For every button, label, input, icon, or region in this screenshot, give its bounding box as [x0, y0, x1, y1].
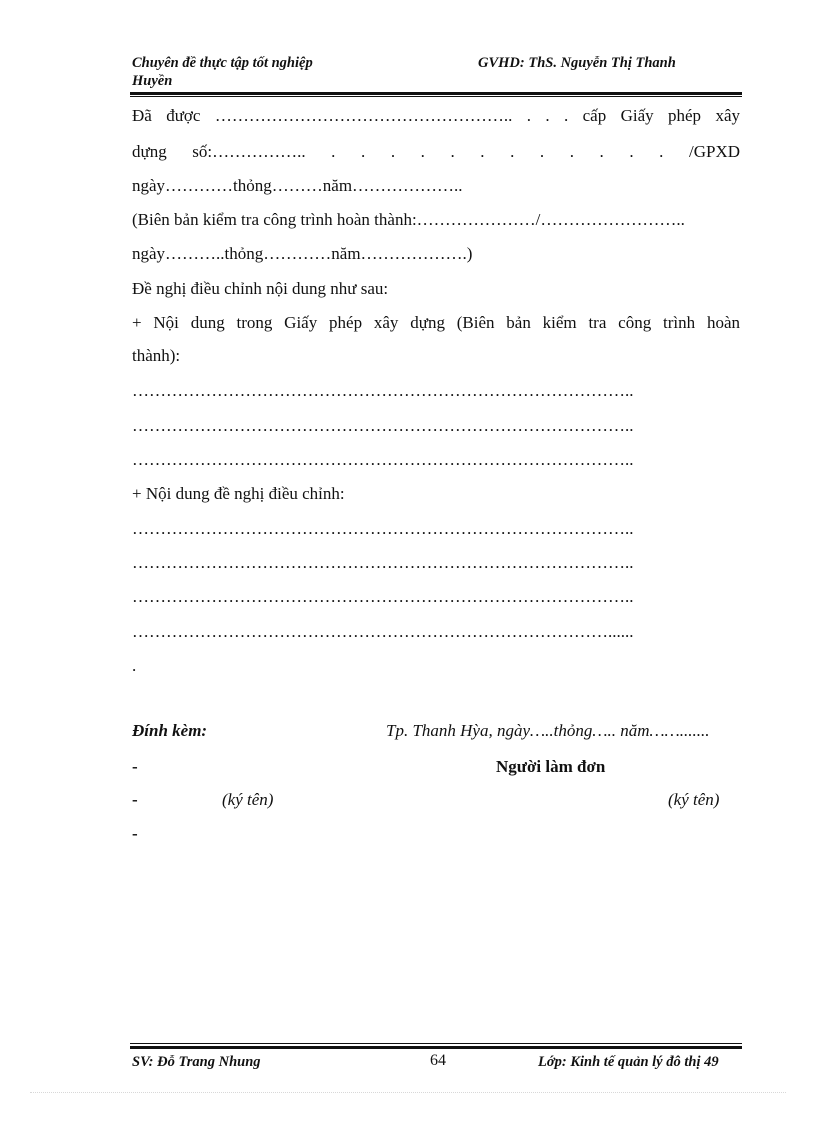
fill-line: ……………………………………………………………………………..	[132, 553, 634, 572]
applicant-label: Người làm đơn	[496, 757, 606, 776]
body-line-proposed-content: + Nội dung đề nghị điều chỉnh:	[132, 484, 345, 503]
signature-note-left: (ký tên)	[222, 790, 274, 809]
signature-note-right: (ký tên)	[668, 790, 720, 809]
body-line-inspection-report: (Biên bản kiểm tra công trình hoàn thành:…………………/……………………..	[132, 210, 685, 229]
body-line-inspection-date: ngày………..thỏng…………năm……………….)	[132, 244, 473, 263]
footer-rule-thin	[130, 1043, 742, 1044]
fill-line: …………………………………………………………………………......	[132, 622, 634, 641]
header-supervisor: GVHD: ThS. Nguyễn Thị Thanh	[478, 55, 676, 71]
header-title-wrap: Huyền	[132, 73, 173, 89]
page-edge-divider	[30, 1092, 786, 1093]
attachment-bullet: -	[132, 824, 138, 843]
body-line-completion: thành):	[132, 346, 181, 365]
body-line-permit-number: dựng số:…………….. . . . . . . . . . . . . /GPXD	[132, 142, 740, 161]
body-line-request: Đề nghị điều chỉnh nội dung như sau:	[132, 279, 389, 298]
body-line-granted: Đã được …………………………………………….. . . . cấp Giấy phép xây	[132, 106, 740, 125]
attachment-bullet: -	[132, 790, 138, 809]
place-date-line: Tp. Thanh Hỳa, ngày…..thỏng….. năm…….......	[386, 721, 710, 740]
body-line-date: ngày…………thỏng………năm………………..	[132, 176, 463, 195]
fill-line: ……………………………………………………………………………..	[132, 450, 634, 469]
header-rule-thick	[130, 92, 742, 95]
body-line-current-content: + Nội dung trong Giấy phép xây dựng (Biên bản kiểm tra công trình hoàn	[132, 313, 740, 332]
page-number: 64	[430, 1052, 446, 1069]
fill-line: ……………………………………………………………………………..	[132, 381, 634, 400]
fill-line: ……………………………………………………………………………..	[132, 519, 634, 538]
fill-line: ……………………………………………………………………………..	[132, 587, 634, 606]
header-title-line: Chuyên đề thực tập tốt nghiệp	[132, 55, 313, 71]
attachment-bullet: -	[132, 757, 138, 776]
header-report-title	[132, 54, 372, 90]
footer-class: Lớp: Kinh tế quản lý đô thị 49	[538, 1054, 719, 1070]
fill-line: ……………………………………………………………………………..	[132, 416, 634, 435]
fill-line-end: .	[132, 656, 137, 675]
header-rule-thin	[130, 96, 742, 97]
footer-student: SV: Đỗ Trang Nhung	[132, 1054, 261, 1070]
footer-rule-thick	[130, 1046, 742, 1049]
attachments-label: Đính kèm:	[132, 721, 208, 740]
